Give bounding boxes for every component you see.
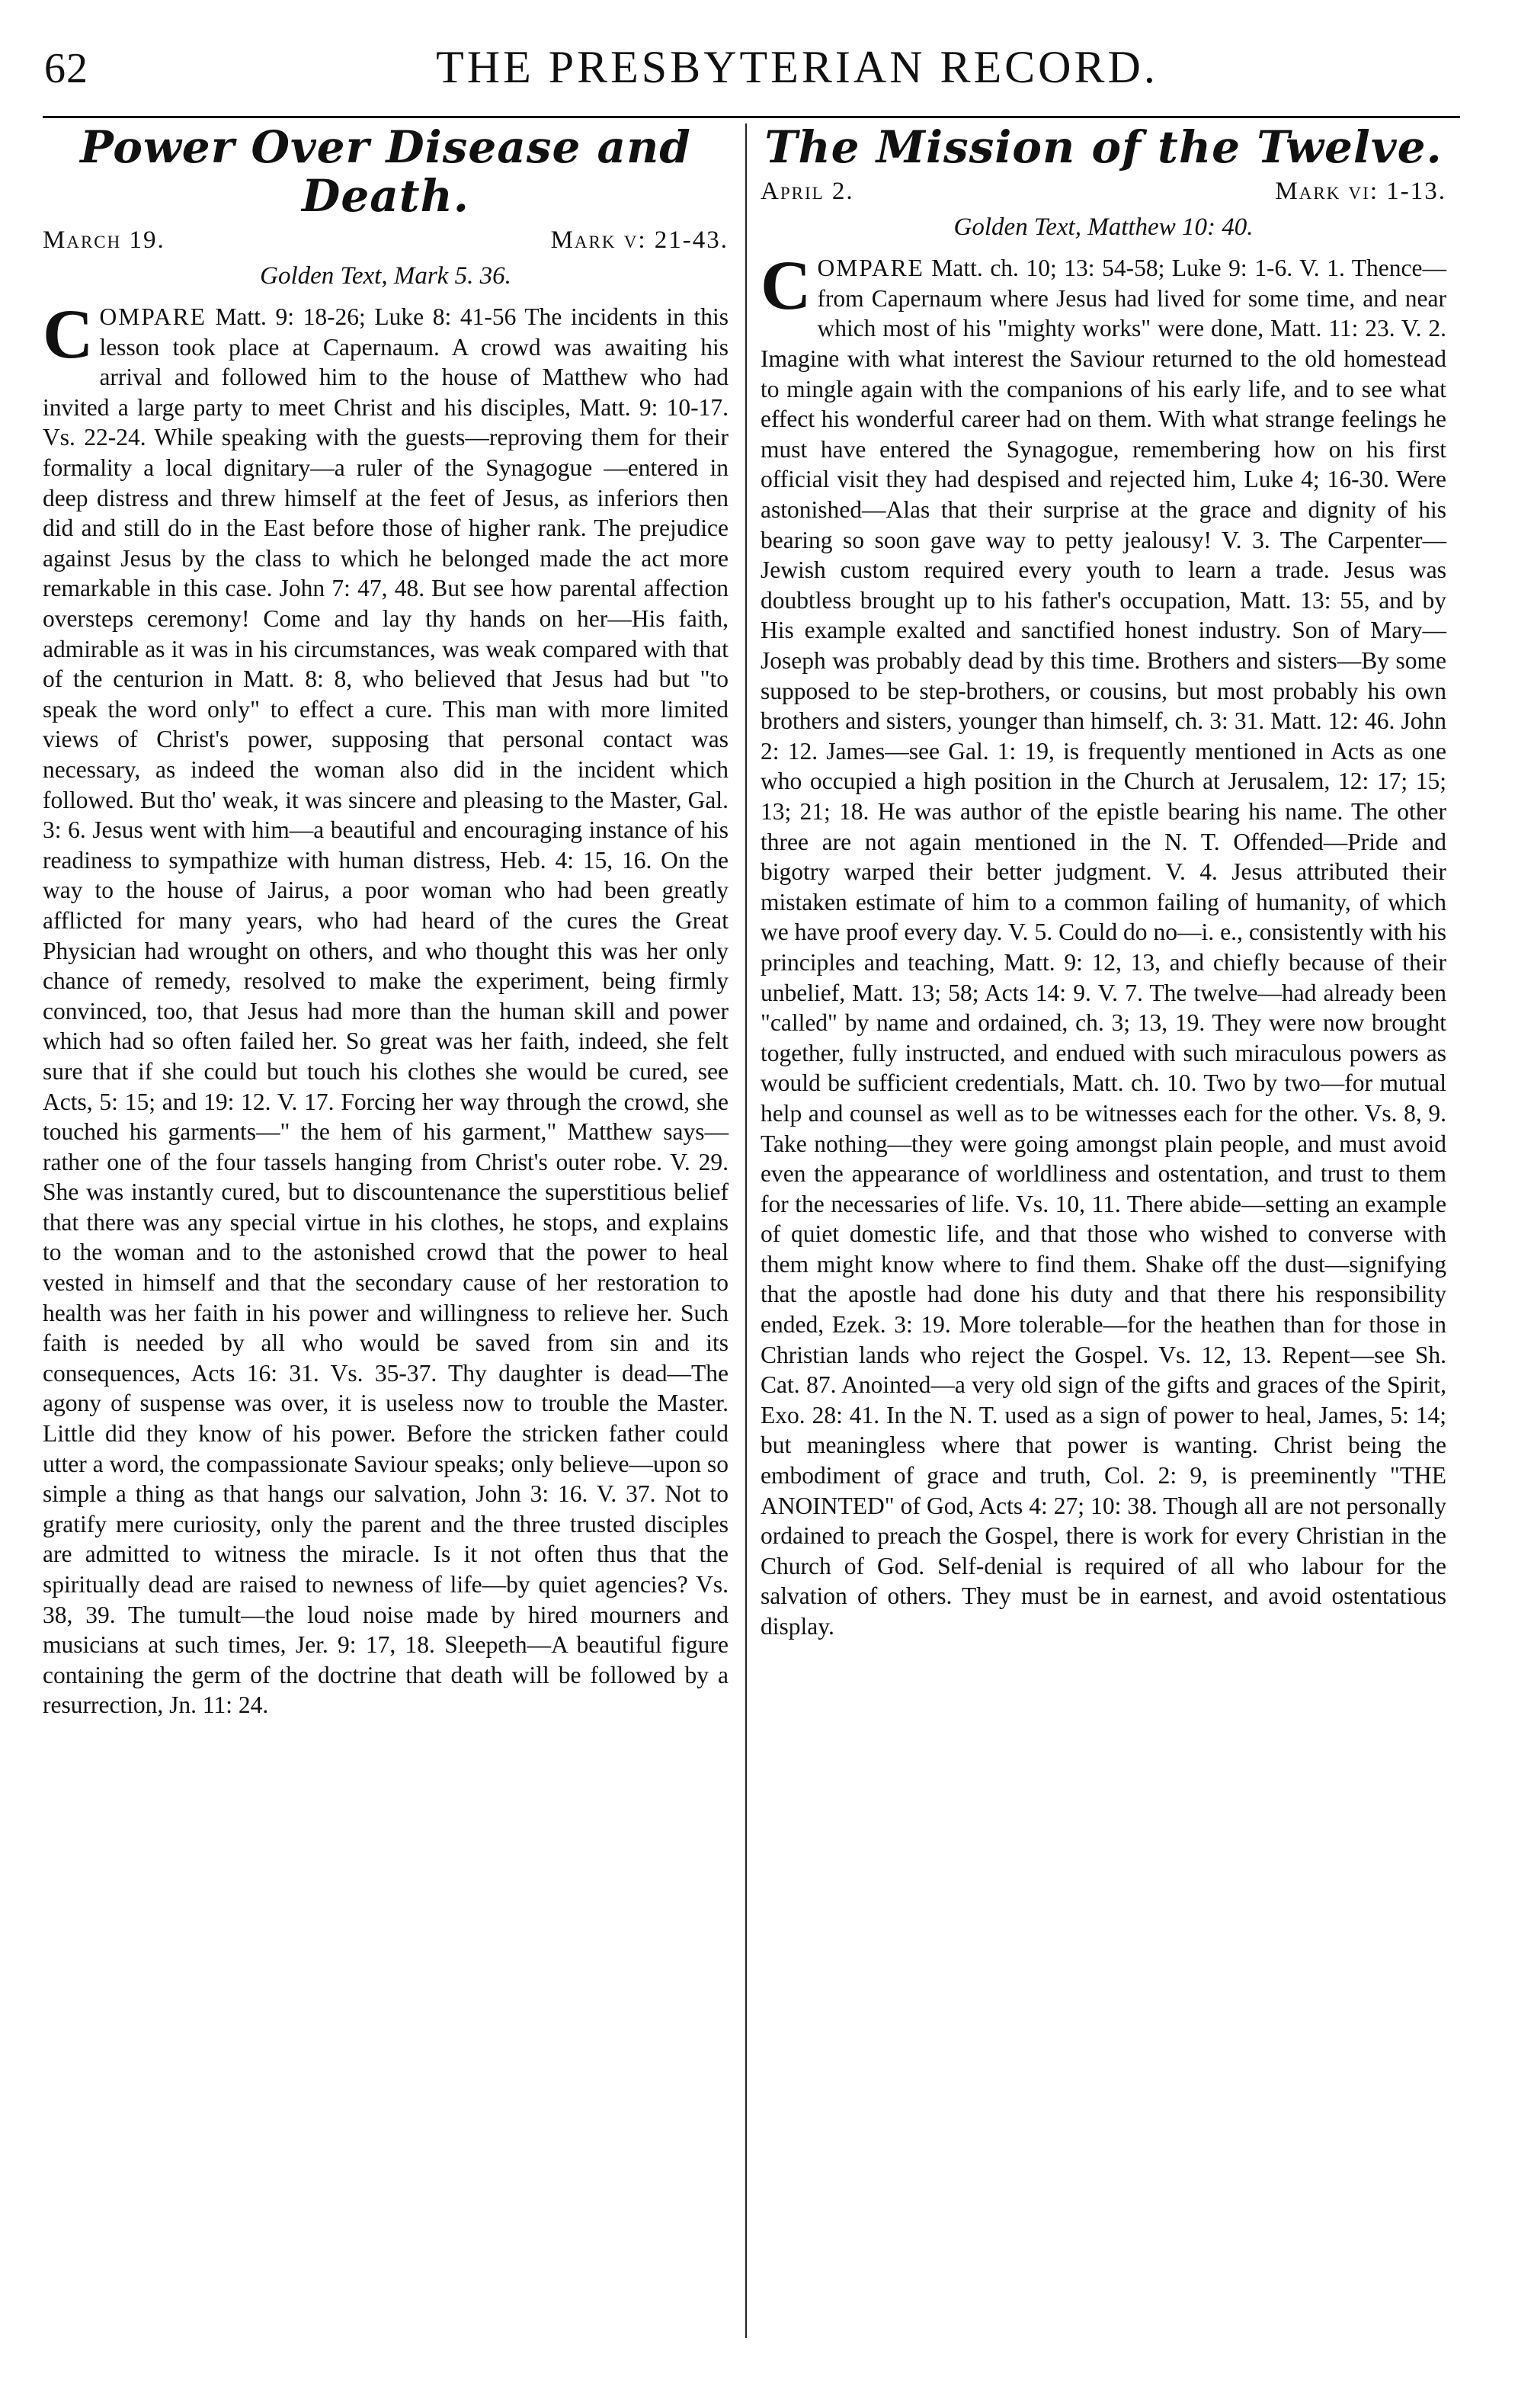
right-lesson-body: [761, 246, 1446, 1641]
page-header: [43, 30, 1460, 114]
right-lesson-scripture: Mark vi: 1-13.: [1275, 177, 1446, 205]
right-lead-word: OMPARE: [817, 255, 924, 282]
left-lesson-meta: [43, 226, 729, 256]
left-lesson-title: Power Over Disease and Death.: [80, 121, 691, 222]
left-column: [43, 123, 729, 1720]
right-golden-text: Golden Text, Matthew 10: 40.: [953, 213, 1254, 242]
right-body-text: Matt. ch. 10; 13: 54-58; Luke 9: 1-6. V. 1. Thence—from Capernaum where Jesus had lived for some time, and near which most of his "mighty works" were done, Matt. 11: 23. V. 2. Imagine with what interest the Saviour returned to the old homestead to mingle again with the companions of his early life, and to see what effect his wonderful career had on them. With what strange feelings he must have entered the Synagogue, remembering how on his first official visit they had despised and rejected him, Luke 4; 16-30. Were astonished—Alas that their surprise at the grace and dignity of his bearing so soon gave way to petty jealousy! V. 3. The Carpenter—Jewish custom required every youth to learn a trade. Jesus was doubtless brought up to his father's occupation, Matt. 13: 55, and by His example exalted and sanctified honest industry. Son of Mary—Joseph was probably dead by this time. Brothers and sisters—By some supposed to be step-brothers, or cousins, but most probably his own brothers and sisters, younger than himself, ch. 3: 31. Matt. 12: 46. John 2: 12. James—see Gal. 1: 19, is frequently mentioned in Acts as one who occupied a high position in the Church at Jerusalem, 12: 17; 15; 13; 21; 18. He was author of the epistle bearing his name. The other three are not again mentioned in the N. T. Offended—Pride and bigotry warped their better judgment. V. 4. Jesus attributed their mistaken estimate of him to a common failing of humanity, of which we have proof every day. V. 5. Could do no—i. e., consistently with his principles and teaching, Matt. 9: 12, 13, and chiefly because of their unbelief, Matt. 13; 58; Acts 14: 9. V. 7. The twelve—had already been "called" by name and ordained, ch. 3; 13, 19. They were now brought together, fully instructed, and endued with such miraculous powers as would be sufficient credentials, Matt. ch. 10. Two by two—for mutual help and counsel as well as to be witnesses each for the other. Vs. 8, 9. Take nothing—they were going amongst plain people, and must avoid even the appearance of worldliness and ostentation, and trust to them for the necessaries of life. Vs. 10, 11. There abide—setting an example of quiet domestic life, and that those who wished to converse with them might know where to find them. Shake off the dust—signifying that the apostle had done his duty and that there his responsibility ended, Ezek. 3: 19. More tolerable—for the heathen than for those in Christian lands who reject the Gospel. Vs. 12, 13. Repent—see Sh. Cat. 87. Anointed—a very old sign of the gifts and graces of the Spirit, Exo. 28: 41. In the N. T. used as a sign of power to heal, James, 5: 14; but meaningless where that power is wanting. Christ being the embodiment of grace and truth, Col. 2: 9, is preeminently "THE ANOINTED" of God, Acts 4: 27; 10: 38. Though all are not personally ordained to preach the Gospel, there is work for every Christian in the Church of God. Self-denial is required of all who labour for the salvation of others. They must be in earnest, and avoid ostentatious display.: [761, 255, 1446, 1640]
left-lead-word: OMPARE: [99, 303, 207, 331]
left-dropcap: C: [43, 295, 94, 374]
header-rule: [43, 116, 1460, 118]
right-lesson-meta: [761, 177, 1446, 207]
left-body-text: Matt. 9: 18-26; Luke 8: 41-56 The incidents in this lesson took place at Capernaum. A crowd was awaiting his arrival and followed him to the house of Matthew who had invited a large party to meet Christ and his disciples, Matt. 9: 10-17. Vs. 22-24. While speaking with the guests—reproving them for their formality a local dignitary—a ruler of the Synagogue —entered in deep distress and threw himself at the feet of Jesus, as inferiors then did and still do in the East before those of higher rank. The prejudice against Jesus by the class to which he belonged made the act more remarkable in this case. John 7: 47, 48. But see how parental affection oversteps ceremony! Come and lay thy hands on her—His faith, admirable as it was in his circumstances, was weak compared with that of the centurion in Matt. 8: 8, who believed that Jesus had but "to speak the word only" to effect a cure. This man with more limited views of Christ's power, supposing that personal contact was necessary, as indeed the woman also did in the incident which followed. But tho' weak, it was sincere and pleasing to the Master, Gal. 3: 6. Jesus went with him—a beautiful and encouraging instance of his readiness to sympathize with human distress, Heb. 4: 15, 16. On the way to the house of Jairus, a poor woman who had been greatly afflicted for many years, who had heard of the cures the Great Physician had wrought on others, and who thought this was her only chance of remedy, resolved to make the experiment, being firmly convinced, too, that Jesus had more than the human skill and power which had so often failed her. So great was her faith, indeed, she felt sure that if she could but touch his clothes she would be cured, see Acts, 5: 15; and 19: 12. V. 17. Forcing her way through the crowd, she touched his garments—" the hem of his garment," Matthew says—rather one of the four tassels hanging from Christ's outer robe. V. 29. She was instantly cured, but to discountenance the superstitious belief that there was any special virtue in his clothes, he stops, and explains to the woman and to the astonished crowd that the power to heal vested in himself and that the secondary cause of her restoration to health was her faith in his power and willingness to relieve her. Such faith is needed by all who would be saved from sin and its consequences, Acts 16: 31. Vs. 35-37. Thy daughter is dead—The agony of suspense was over, it is useless now to trouble the Master. Little did they know of his power. Before the stricken father could utter a word, the compassionate Saviour speaks; only believe—upon so simple a thing as that hangs our salvation, John 3: 16. V. 37. Not to gratify mere curiosity, only the parent and the three trusted disciples are admitted to witness the miracle. Is it not often thus that the spiritually dead are raised to newness of life—by quiet agencies? Vs. 38, 39. The tumult—the loud noise made by hired mourners and musicians at such times, Jer. 9: 17, 18. Sleepeth—A beautiful figure containing the germ of the doctrine that death will be followed by a resurrection, Jn. 11: 24.: [43, 303, 729, 1719]
newspaper-page: [43, 30, 1463, 2363]
left-lesson-date: March 19.: [43, 226, 165, 254]
right-column: [761, 123, 1446, 1642]
left-lesson-body: [43, 295, 729, 1720]
right-lesson-date: April 2.: [761, 177, 854, 205]
left-lesson-scripture: Mark v: 21-43.: [550, 226, 729, 254]
right-dropcap: C: [761, 246, 812, 325]
right-lesson-title: The Mission of the Twelve.: [764, 121, 1443, 173]
running-title: THE PRESBYTERIAN RECORD.: [436, 42, 1158, 92]
left-golden-text: Golden Text, Mark 5. 36.: [260, 262, 511, 290]
page-number: 62: [44, 45, 88, 92]
column-divider: [745, 123, 747, 2338]
